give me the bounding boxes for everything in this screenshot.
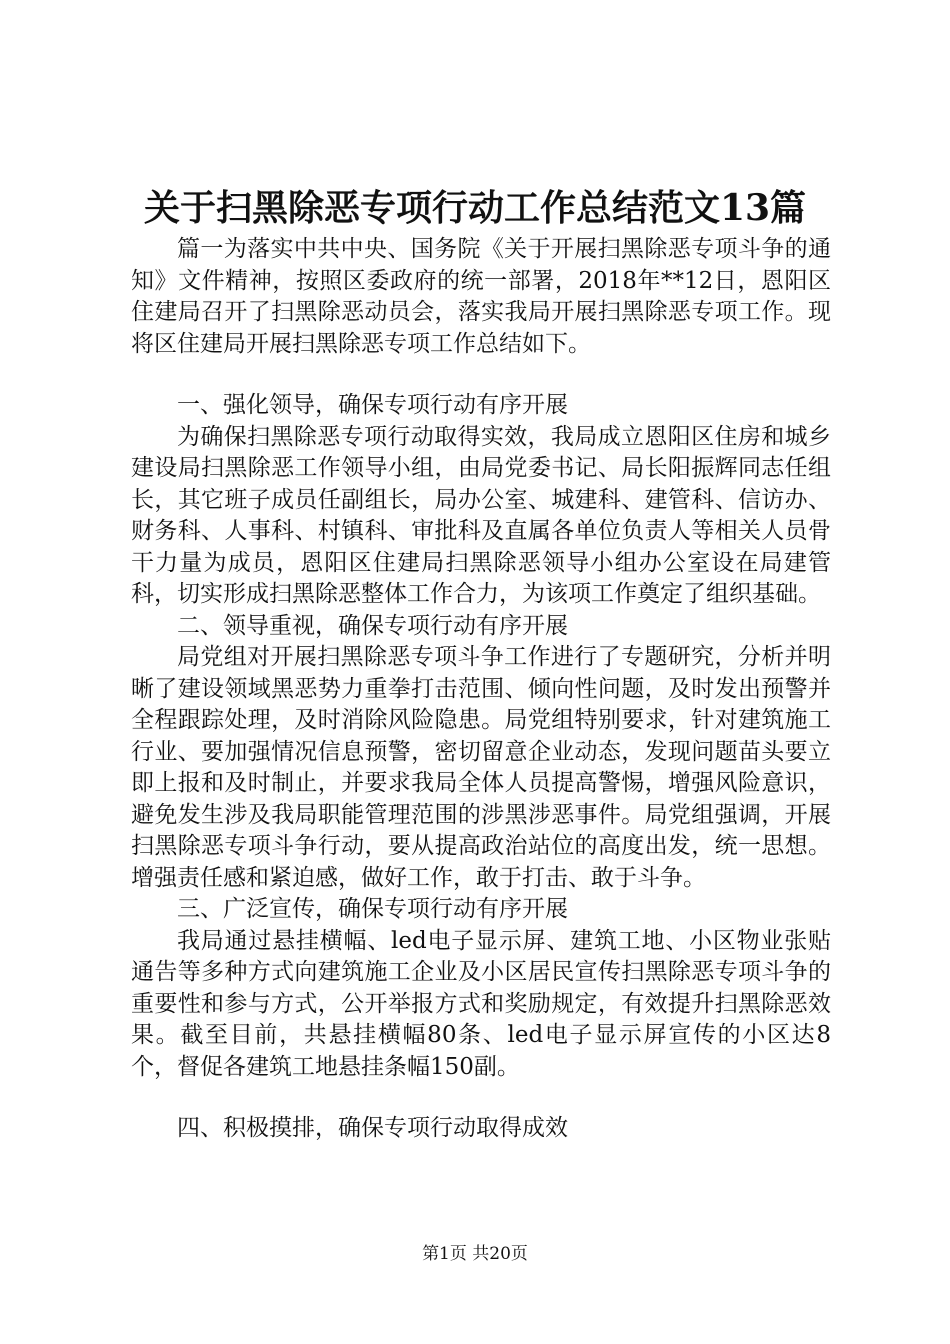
section-1-heading: 一、强化领导，确保专项行动有序开展 (177, 392, 568, 418)
page-footer: 第1页 共20页 (422, 1244, 528, 1264)
spacer (131, 1083, 831, 1113)
section-3-body: 我局通过悬挂横幅、led电子显示屏、建筑工地、小区物业张贴通告等多种方式向建筑施工企业及小区居民宣传扫黑除恶专项斗争的重要性和参与方式，公开举报方式和奖励规定，有效提升扫黑除恶效果。截至目前，共悬挂横幅80条、led电子显示屏宣传的小区达8个，督促各建筑工地悬挂条幅150副。 (131, 927, 831, 1080)
intro-paragraph: 篇一为落实中共中央、国务院《关于开展扫黑除恶专项斗争的通知》文件精神，按照区委政府的统一部署，2018年**12日，恩阳区住建局召开了扫黑除恶动员会，落实我局开展扫黑除恶专项工作。现将区住建局开展扫黑除恶专项工作总结如下。 (131, 236, 831, 357)
spacer (131, 360, 831, 390)
section-4-heading: 四、积极摸排，确保专项行动取得成效 (177, 1115, 568, 1141)
section-3-heading: 三、广泛宣传，确保专项行动有序开展 (177, 896, 568, 922)
section-2-heading: 二、领导重视，确保专项行动有序开展 (177, 612, 568, 639)
document-body (131, 234, 831, 1145)
document-title: 关于扫黑除恶专项行动工作总结范文13篇 (143, 187, 807, 229)
section-1-body: 为确保扫黑除恶专项行动取得实效，我局成立恩阳区住房和城乡建设局扫黑除恶工作领导小组，由局党委书记、局长阳振辉同志任组长，其它班子成员任副组长，局办公室、城建科、建管科、信访办、财务科、人事科、村镇科、审批科及直属各单位负责人等相关人员骨干力量为成员，恩阳区住建局扫黑除恶领导小组办公室设在局建管科，切实形成扫黑除恶整体工作合力，为该项工作奠定了组织基础。 (131, 423, 831, 607)
section-2-body: 局党组对开展扫黑除恶专项斗争工作进行了专题研究，分析并明晰了建设领域黑恶势力重拳打击范围、倾向性问题，及时发出预警并全程跟踪处理，及时消除风险隐患。局党组特别要求，针对建筑施工行业、要加强情况信息预警，密切留意企业动态，发现问题苗头要立即上报和及时制止，并要求我局全体人员提高警惕，增强风险意识，避免发生涉及我局职能管理范围的涉黑涉恶事件。局党组强调，开展扫黑除恶专项斗争行动，要从提高政治站位的高度出发，统一思想。增强责任感和紧迫感，做好工作，敢于打击、敢于斗争。 (131, 644, 831, 891)
